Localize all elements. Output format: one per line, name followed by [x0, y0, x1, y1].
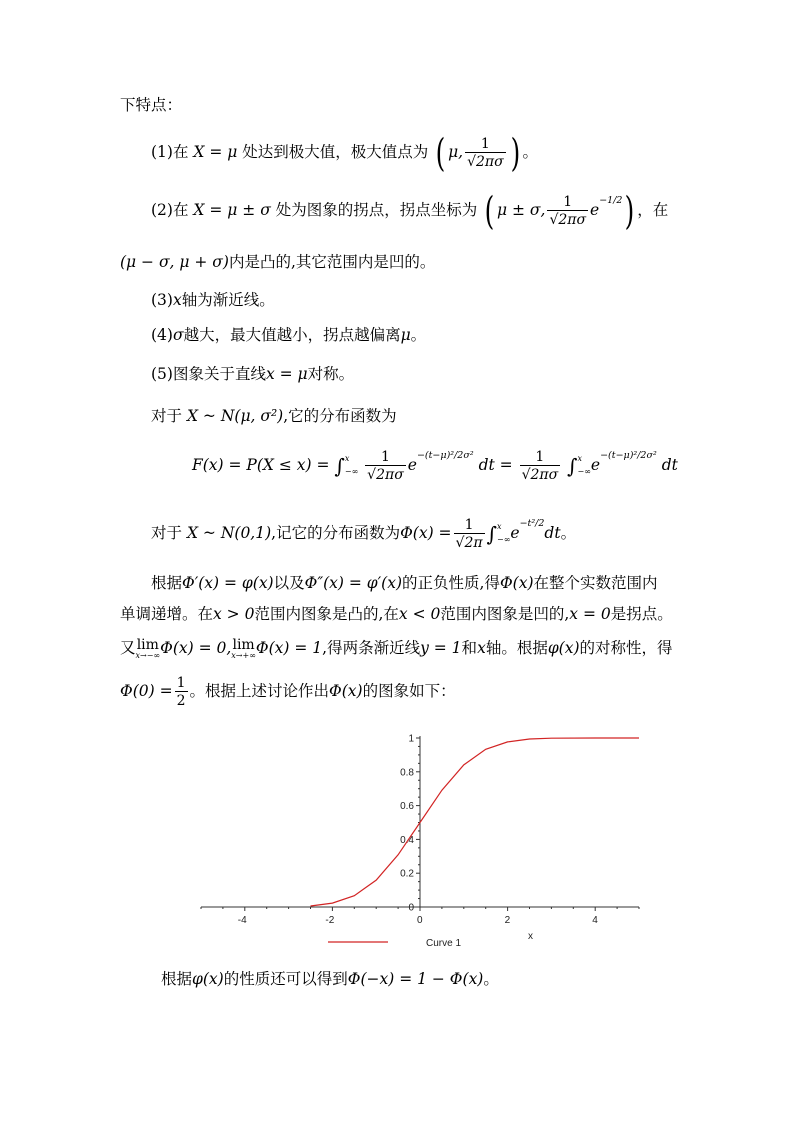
final-paragraph: 根据φ(x)的性质还可以得到Φ(−x) = 1 − Φ(x)。: [161, 970, 499, 988]
standard-normal: 对于 X ~ N(0,1),记它的分布函数为Φ(x) = $\frac{1}{√2\pi}$ ∫ x −∞ $e^{-t^2/2}dt$。: [151, 517, 577, 551]
x-tick-label: 2: [504, 915, 511, 926]
x-tick-label: 0: [417, 915, 423, 926]
cdf-formula: F(x) = P(X ≤ x) = ∫ x −∞ $\frac{1}{√2\pi\sigma}$ $e^{-(t-\mu)^2/2\sigma^2}$ dt = $\frac{1}{√2\pi\sigma}$ ∫ x −∞ $e^{-(t-\mu)^2/2\sigma^2}$ dt: [192, 449, 678, 483]
y-tick-label: 1: [408, 733, 414, 745]
property-5: (5)图象关于直线x = μ对称。: [151, 365, 355, 383]
legend-label: Curve 1: [426, 938, 462, 949]
x-tick-label: -2: [325, 915, 335, 926]
paragraph-derivatives: 根据Φ′(x) = φ(x)以及Φ″(x) = φ′(x)的正负性质,得Φ(x)在整个实数范围内: [151, 574, 658, 592]
x-tick-label: 4: [592, 915, 598, 926]
distribution-intro: 对于 X ~ N(μ, σ²),它的分布函数为: [151, 407, 397, 425]
p2-fraction: $\frac{1}{√2\pi\sigma}$: [549, 194, 587, 228]
paragraph-monotone: 单调递增。在x > 0范围内图象是凸的,在x < 0范围内图象是凹的,x = 0是拐点。: [120, 605, 673, 623]
y-tick-label: 0: [408, 902, 414, 914]
p1-point: μ,: [448, 143, 464, 161]
intro-text: 下特点：: [120, 96, 183, 114]
paragraph-phi-zero: Φ(0) = $\frac{1}{2}$ 。根据上述讨论作出Φ(x)的图象如下：: [120, 675, 456, 709]
cdf-chart: [195, 725, 645, 955]
y-tick-label: 0.8: [400, 767, 414, 779]
property-2: (2)在 X = μ ± σ 处为图象的拐点，拐点坐标为 ( μ ± σ, $\frac{1}{√2\pi\sigma}$ $e^{-1/2}$) ，在: [151, 189, 669, 233]
p1-label: (1)在: [151, 143, 189, 161]
p1-text: 处达到极大值，极大值点为: [242, 143, 429, 161]
property-1: (1)在 X = μ 处达到极大值，极大值点为 ( μ, $\frac{1}{√2\pi\sigma}$ ) 。: [151, 131, 539, 175]
paragraph-limits: 又 lim x→−∞ Φ(x) = 0, lim x→+∞ Φ(x) = 1,得两条渐近线y = 1和x轴。根据φ(x)的对称性，得: [120, 637, 673, 660]
property-2-cont: (μ − σ, μ + σ)内是凸的,其它范围内是凹的。: [120, 253, 436, 271]
y-tick-label: 0.2: [400, 868, 414, 880]
p2-equation: X = μ ± σ: [193, 201, 271, 219]
series-line-1: [311, 738, 640, 906]
p2-point: μ ± σ,: [497, 201, 546, 219]
y-tick-label: 0.6: [400, 801, 414, 813]
p1-equation: X = μ: [193, 143, 238, 161]
property-3: (3)x轴为渐近线。: [151, 291, 275, 309]
p2-exponent: −1/2: [599, 195, 623, 206]
p2-interval: (μ − σ, μ + σ): [120, 253, 229, 271]
x-axis-label: x: [528, 931, 533, 942]
property-4: (4)σ越大，最大值越小，拐点越偏离μ。: [151, 326, 427, 344]
y-tick-label: 0.4: [400, 834, 414, 846]
p1-fraction: $\frac{1}{√2\pi\sigma}$: [467, 136, 504, 170]
x-tick-label: -4: [237, 915, 247, 926]
normal-distribution: X ~ N(μ, σ²): [186, 407, 284, 425]
